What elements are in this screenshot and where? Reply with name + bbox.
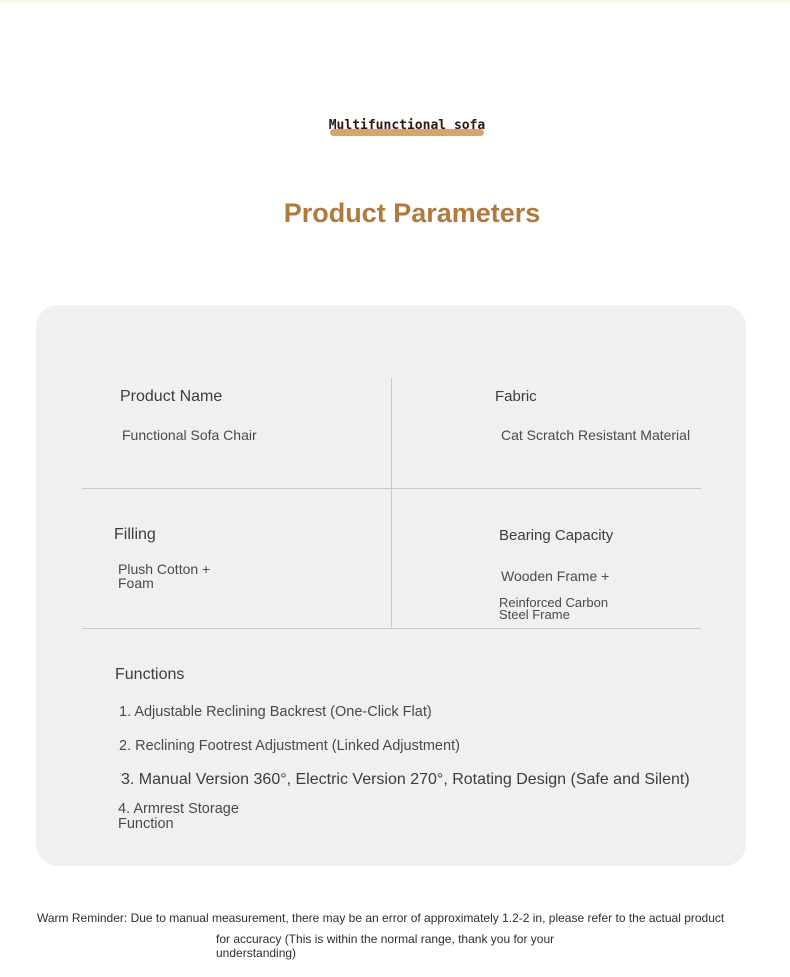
parameters-card <box>36 305 746 866</box>
fabric-label: Fabric <box>495 388 537 405</box>
function-item-1: 1. Adjustable Reclining Backrest (One-Click Flat) <box>119 704 432 720</box>
function-item-3: 3. Manual Version 360°, Electric Version 270°, Rotating Design (Safe and Silent) <box>121 771 690 788</box>
brand-label: Multifunctional sofa <box>328 118 486 133</box>
filling-value: Plush Cotton + Foam <box>118 561 211 591</box>
functions-label: Functions <box>115 666 185 683</box>
divider-horizontal-1 <box>82 488 701 489</box>
function-item-2: 2. Reclining Footrest Adjustment (Linked Adjustment) <box>119 738 460 754</box>
bearing-capacity-value-2: Reinforced Carbon Steel Frame <box>499 595 609 622</box>
function-item-4: 4. Armrest Storage Function <box>118 801 239 832</box>
top-strip <box>0 0 790 3</box>
bearing-capacity-value-1: Wooden Frame + <box>501 568 610 584</box>
product-name-label: Product Name <box>120 388 223 405</box>
divider-vertical <box>391 378 392 628</box>
warm-reminder-line-1: Warm Reminder: Due to manual measurement, there may be an error of approximately 1.2-2 in, please refer to the actual product <box>37 911 725 925</box>
product-name-value: Functional Sofa Chair <box>122 427 257 443</box>
brand-badge <box>326 116 488 140</box>
warm-reminder-line-2: for accuracy (This is within the normal range, thank you for your understanding) <box>216 932 555 960</box>
bearing-capacity-label: Bearing Capacity <box>499 527 614 544</box>
filling-label: Filling <box>114 526 156 543</box>
section-title: Product Parameters <box>283 198 541 228</box>
fabric-value: Cat Scratch Resistant Material <box>501 427 691 443</box>
divider-horizontal-2 <box>82 628 701 629</box>
